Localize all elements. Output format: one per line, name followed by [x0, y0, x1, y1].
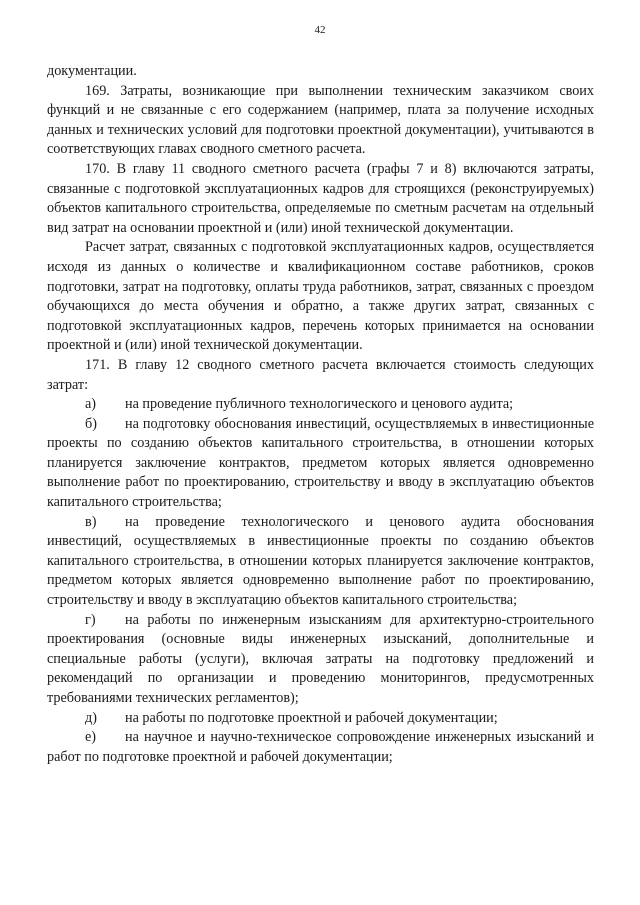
page-number: 42 [314, 24, 326, 36]
list-item-d [47, 709, 594, 729]
list-marker: а) [85, 396, 97, 413]
list-marker: г) [85, 611, 96, 628]
paragraph-continuation: документации. [47, 63, 137, 79]
list-item-a [47, 395, 594, 415]
paragraph-170-calculation: Расчет затрат, связанных с подготовкой эксплуатационных кадров, осуществляется исходя из данных о количестве и квалификационном составе работников, сроков подготовки, затрат на подготовку, оплаты труда работников, затрат, связанных с проездом обучающихся до места обучения и обратно, а также других затрат, связанных с подготовкой эксплуатационных кадров, перечень которых принимается на основании проектной и (или) иной технической документации. [47, 239, 594, 354]
list-marker: е) [85, 729, 97, 746]
list-item-text: на подготовку обоснования инвестиций, осуществляемых в инвестиционные проекты по созданию объектов капитального строительства, в отношении которых планируется заключение контрактов, предметом которых является одновременно выполнение работ по проектированию, строительству и вводу в эксплуатацию объектов капитального строительства; [47, 415, 594, 511]
list-marker: д) [85, 709, 97, 726]
list-item-b [47, 415, 594, 513]
list-item-v [47, 513, 594, 611]
paragraph-170: 170. В главу 11 сводного сметного расчета (графы 7 и 8) включаются затраты, связанные с подготовкой эксплуатационных кадров для строящихся (реконструируемых) объектов капитального строительства, определяемые по сметным расчетам на отдельный вид затрат на основании проектной и (или) иной технической документации. [47, 160, 594, 236]
list-item-text: на проведение технологического и ценового аудита обоснования инвестиций, осуществляемых в инвестиционные проекты по созданию объектов капитального строительства, в отношении которых планируется заключение контрактов, предметом которых является одновременно выполнение работ по проектированию, строительству и вводу в эксплуатацию объектов капитального строительства; [47, 513, 594, 609]
list-item-g [47, 611, 594, 709]
list-item-text: на научное и научно-техническое сопровождение инженерных изысканий и работ по подготовке проектной и рабочей документации; [47, 729, 594, 765]
list-item-text: на проведение публичного технологического и ценового аудита; [125, 396, 514, 413]
paragraph-171: 171. В главу 12 сводного сметного расчета включается стоимость следующих затрат: [47, 356, 594, 393]
list-item-text: на работы по инженерным изысканиям для архитектурно-строительного проектирования (основные виды инженерных изысканий, дополнительные и специальные работы (услуги), включая затраты на подготовку предложений и рекомендаций по организации и проведению мониторингов, предусмотренных требованиями технических регламентов); [47, 611, 594, 706]
list-marker: б) [85, 415, 97, 432]
paragraph-169: 169. Затраты, возникающие при выполнении техническим заказчиком своих функций и не связанные с его содержанием (например, плата за получение исходных данных и технических условий для подготовки проектной документации), учитываются в соответствующих главах сводного сметного расчета. [47, 82, 594, 158]
list-item-text: на работы по подготовке проектной и рабочей документации; [125, 709, 498, 726]
list-marker: в) [85, 513, 97, 530]
list-item-e [47, 728, 594, 767]
document-body [47, 62, 594, 767]
